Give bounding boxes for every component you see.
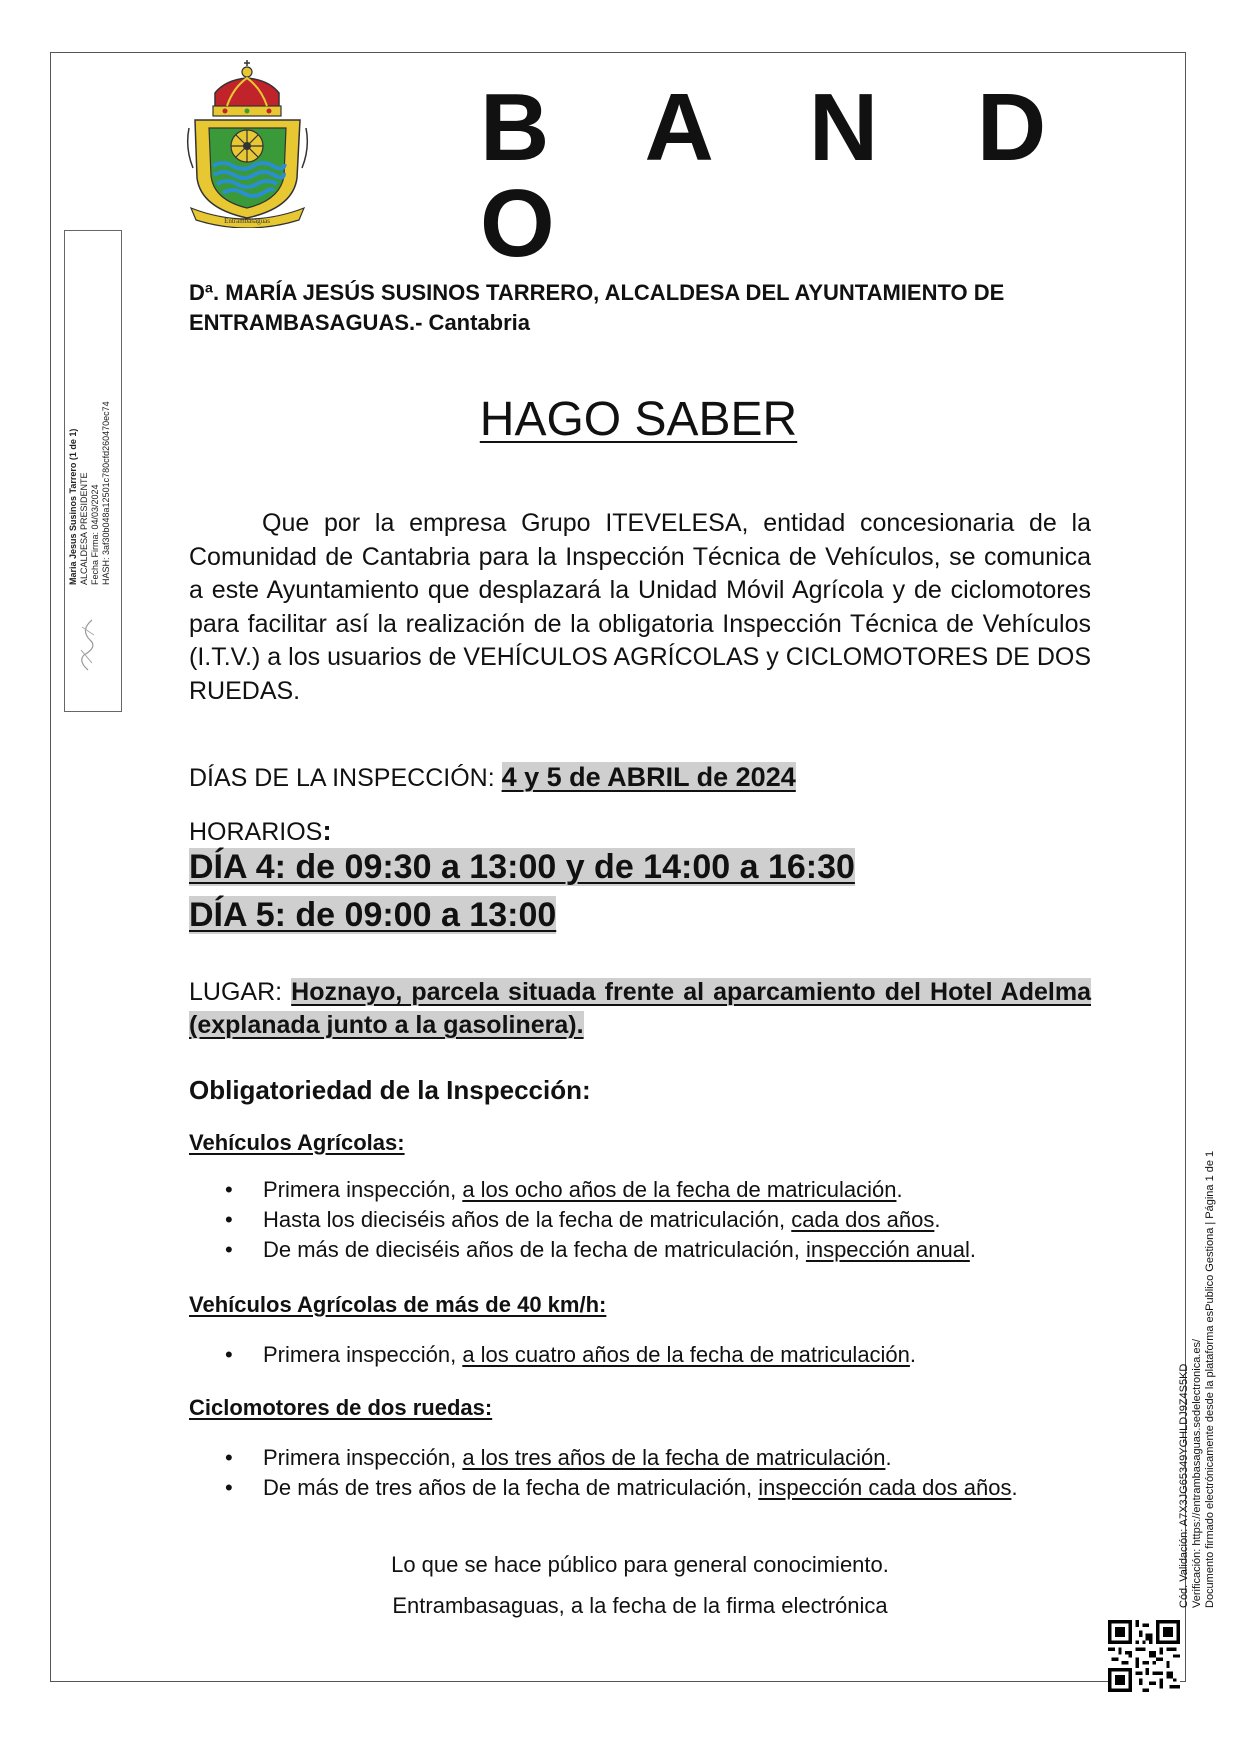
bullet-text: De más de dieciséis años de la fecha de matriculación, xyxy=(263,1237,806,1262)
validation-url: Verificación: https://entrambasaguas.sedelectronica.es/ xyxy=(1191,1338,1203,1608)
bullet-emphasis: a los tres años de la fecha de matriculación xyxy=(462,1445,886,1470)
place-label: LUGAR: xyxy=(189,978,292,1006)
bullet-icon: • xyxy=(225,1342,233,1367)
signature-name: Maria Jesus Susinos Tarrero (1 de 1) xyxy=(68,428,78,585)
schedule-heading xyxy=(189,815,332,847)
signature-date: Fecha Firma: 04/03/2024 xyxy=(90,484,100,585)
validation-info xyxy=(1178,1088,1217,1608)
section-title-agricolas-40kmh: Vehículos Agrícolas de más de 40 km/h: xyxy=(189,1292,607,1317)
schedule-day-4 xyxy=(189,848,855,887)
closing-public-notice: Lo que se hace público para general conocimiento. xyxy=(391,1552,889,1577)
crown-icon xyxy=(213,60,281,116)
validation-platform: Documento firmado electrónicamente desde la plataforma esPublico Gestiona | Página 1 de 1 xyxy=(1204,1150,1216,1608)
place-value: Hoznayo, parcela situada frente al aparcamiento del Hotel Adelma (explanada junto a la gasolinera). xyxy=(189,978,1091,1039)
bullet-icon: • xyxy=(225,1177,233,1202)
bullet-tail: . xyxy=(1011,1475,1018,1500)
qr-code-icon[interactable] xyxy=(1108,1620,1180,1692)
crest-motto: Entrambasaguas xyxy=(224,217,270,225)
days-value: 4 y 5 de ABRIL de 2024 xyxy=(501,762,796,792)
bullet-text: Primera inspección, xyxy=(263,1342,463,1367)
signature-hash: HASH: 3af30b048a12501c780cfd260470ec74 xyxy=(101,401,111,585)
bullet-emphasis: cada dos años xyxy=(791,1207,935,1232)
schedule-day-4-text: DÍA 4: de 09:30 a 13:00 y de 14:00 a 16:30 xyxy=(189,848,855,886)
section-title-ciclomotores: Ciclomotores de dos ruedas: xyxy=(189,1395,493,1420)
days-label: DÍAS DE LA INSPECCIÓN: xyxy=(189,764,502,792)
bullet-tail: . xyxy=(896,1177,903,1202)
mayor-heading: Dª. MARÍA JESÚS SUSINOS TARRERO, ALCALDESA DEL AYUNTAMIENTO DE ENTRAMBASAGUAS.- Cantabria xyxy=(189,280,1005,335)
signature-info xyxy=(68,115,112,585)
bullet-emphasis: a los ocho años de la fecha de matriculación xyxy=(462,1177,897,1202)
validation-code: Cód. Validación: A7X3JG65349YGHLDJ9Z4S5KD xyxy=(1178,1363,1190,1608)
obligation-title: Obligatoriedad de la Inspección: xyxy=(189,1075,591,1105)
bullet-tail: . xyxy=(934,1207,941,1232)
bullet-tail: . xyxy=(969,1237,976,1262)
document-title: B A N D O xyxy=(480,74,1083,277)
bullet-icon: • xyxy=(225,1445,233,1470)
bullet-emphasis: a los cuatro años de la fecha de matriculación xyxy=(462,1342,910,1367)
bullet-emphasis: inspección cada dos años xyxy=(758,1475,1012,1500)
closing-place-date: Entrambasaguas, a la fecha de la firma electrónica xyxy=(392,1593,888,1618)
coat-of-arms-logo xyxy=(185,58,310,228)
bullet-tail: . xyxy=(909,1342,917,1367)
inspection-days xyxy=(189,762,796,793)
bullet-text: Primera inspección, xyxy=(263,1177,463,1202)
section-title-agricolas: Vehículos Agrícolas: xyxy=(189,1130,405,1155)
bullet-text: Hasta los dieciséis años de la fecha de matriculación, xyxy=(263,1207,792,1232)
schedule-day-5 xyxy=(189,896,556,935)
announcement-wrapper xyxy=(0,392,1241,447)
place-paragraph xyxy=(189,976,1091,1042)
announcement-heading: HAGO SABER xyxy=(479,393,798,446)
bullet-icon: • xyxy=(225,1207,233,1232)
bullet-tail: . xyxy=(885,1445,892,1470)
bullet-icon: • xyxy=(225,1237,233,1262)
bullet-emphasis: inspección anual xyxy=(805,1237,970,1262)
bullet-text: Primera inspección, xyxy=(263,1445,463,1470)
schedule-label: HORARIOS xyxy=(189,818,323,846)
bullet-text: De más de tres años de la fecha de matriculación, xyxy=(263,1475,759,1500)
bullet-icon: • xyxy=(225,1475,233,1500)
schedule-day-5-text: DÍA 5: de 09:00 a 13:00 xyxy=(189,896,557,934)
signature-role: ALCALDESA PRESIDENTE xyxy=(79,472,89,585)
handwritten-signature-icon xyxy=(72,615,102,675)
schedule-colon: : xyxy=(322,815,332,846)
intro-paragraph: Que por la empresa Grupo ITEVELESA, entidad concesionaria de la Comunidad de Cantabria para la Inspección Técnica de Vehículos, se comunica a este Ayuntamiento que desplazará la Unidad Móvil Agrícola y de ciclomotores para facilitar así la realización de la obligatoria Inspección Técnica de Vehículos (I.T.V.) a los usuarios de VEHÍCULOS AGRÍCOLAS y CICLOMOTORES DE DOS RUEDAS. xyxy=(189,509,1091,705)
